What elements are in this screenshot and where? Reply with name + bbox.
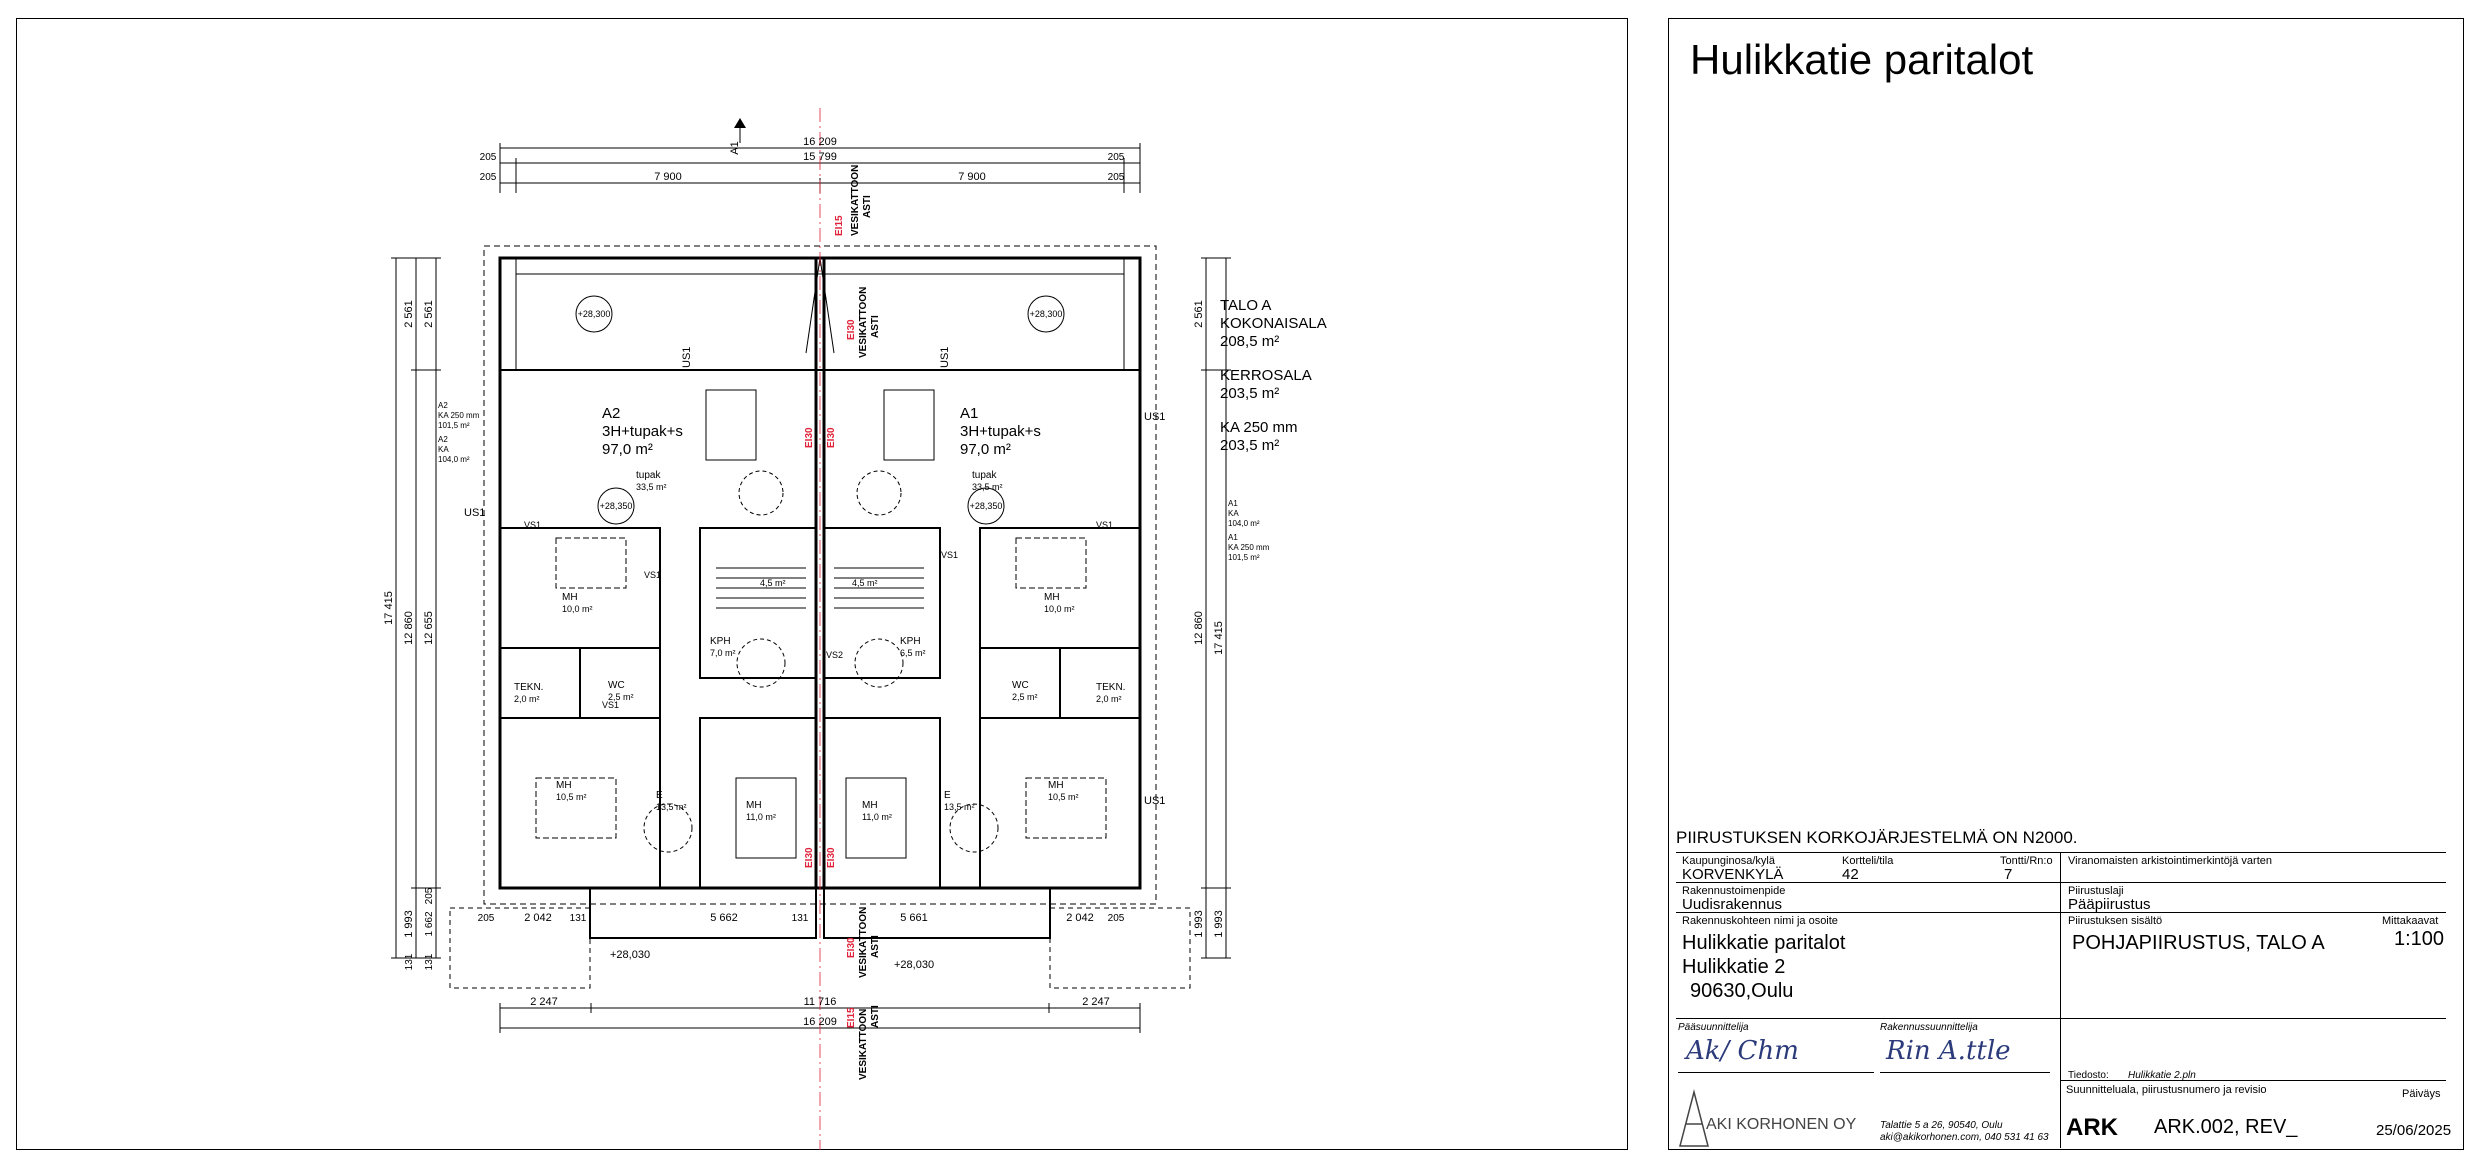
room-mh-r1-area: 10,0 m² (1044, 604, 1075, 614)
room-kph-r: KPH (900, 636, 921, 647)
level-top-right: +28,300 (1029, 309, 1063, 319)
note-a1-5: KA 250 mm (1228, 543, 1270, 552)
room-e-l: E (656, 790, 663, 801)
room-mh-c2: MH (862, 800, 878, 811)
tb-line (1676, 852, 2446, 853)
action-value: Uudisrakennus (1682, 896, 1783, 913)
level-mid-left: +28,350 (599, 501, 633, 511)
dim-porch-a-right: 2 042 (1066, 912, 1094, 924)
building-name: Hulikkatie paritalot (1682, 932, 1846, 954)
roof-bottom-2: ASTI (870, 935, 881, 958)
tb-line (2060, 1080, 2446, 1081)
dim-half-left: 7 900 (654, 171, 682, 183)
room-mh-c1-area: 11,0 m² (746, 812, 776, 822)
room-tekn-l: TEKN. (514, 682, 544, 693)
roof-top-3: VESIKATTOON (858, 286, 869, 358)
ei30-mid-right: EI30 (826, 427, 837, 448)
company-contact: aki@akikorhonen.com, 040 531 41 63 (1880, 1132, 2049, 1143)
apt-a1-type: 3H+tupak+s (960, 423, 1041, 440)
apt-a2-type: 3H+tupak+s (602, 423, 683, 440)
note-a2-5: KA (438, 445, 449, 454)
drawing-number: ARK.002, REV_ (2154, 1116, 2298, 1138)
scale-label: Mittakaavat (2382, 915, 2439, 927)
apt-a1-name: A1 (960, 405, 979, 422)
dim-overall-bottom: 16 209 (803, 1016, 837, 1028)
main-designer-signature: Ak/ Chm (1686, 1036, 1799, 1066)
dim-half-right: 7 900 (958, 171, 986, 183)
date-value: 25/06/2025 (2376, 1122, 2452, 1139)
vs2-c: VS2 (826, 650, 844, 660)
dim-depth-total-right: 17 415 (1213, 621, 1225, 655)
tb-line (2060, 882, 2446, 883)
section-marker: A1 (729, 141, 741, 155)
company-name: AKI KORHONEN OY (1706, 1116, 1857, 1133)
dim-bottom-mid: 11 716 (803, 996, 837, 1008)
room-tekn-r: TEKN. (1096, 682, 1126, 693)
municipality-value: KORVENKYLÄ (1682, 866, 1784, 883)
us1-right-2: US1 (1144, 795, 1166, 807)
room-mh-l1: MH (562, 592, 578, 603)
dim-depth-top-left-2: 2 561 (423, 300, 435, 328)
dim-edge-right: 205 (1107, 152, 1125, 163)
note-a1-6: 101,5 m² (1228, 553, 1260, 562)
roof-bottom-4: ASTI (870, 1005, 881, 1028)
room-mh-r2-area: 10,5 m² (1048, 792, 1079, 802)
drawing-type-value: Pääpiirustus (2068, 896, 2151, 913)
room-kph-l: KPH (710, 636, 731, 647)
date-label: Päiväys (2402, 1088, 2441, 1100)
room-wc-r-area: 2,5 m² (1012, 692, 1038, 702)
room-wc-l-area: 2,5 m² (608, 692, 634, 702)
room-tekn-r-area: 2,0 m² (1096, 694, 1122, 704)
block-value: 42 (1842, 866, 1859, 883)
dim-edge-porch-r: 205 (1107, 913, 1125, 924)
dim-inner-top: 15 799 (803, 151, 837, 163)
building-city: 90630,Oulu (1690, 980, 1794, 1002)
dim-depth-mid-right: 12 860 (1193, 611, 1205, 645)
drawing-type-label: Piirustuslaji (2068, 885, 2124, 897)
plot-value: 7 (2004, 866, 2013, 883)
room-kph-r-area: 6,5 m² (900, 648, 926, 658)
area-floor-label: KERROSALA (1220, 367, 1312, 384)
room-tupak-l-area: 33,5 m² (636, 482, 667, 492)
room-wc-r: WC (1012, 680, 1029, 691)
room-tupak-l: tupak (636, 470, 661, 481)
room-e-l-area: 13,5 m² (656, 802, 687, 812)
ei30-bottom: EI30 (846, 937, 857, 958)
ei30-mid-left-2: EI30 (804, 847, 815, 868)
roof-top-1: VESIKATTOON (850, 164, 861, 236)
signature-line (1678, 1072, 1874, 1073)
area-kokonaisala: KOKONAISALA (1220, 315, 1327, 332)
signature-line (1880, 1072, 2050, 1073)
room-tupak-r-area: 33,5 m² (972, 482, 1003, 492)
dim-porch-d-left-v2: 131 (404, 953, 415, 971)
file-value: Hulikkatie 2.pln (2128, 1070, 2196, 1081)
dim-depth-bottom-right-2: 1 993 (1213, 910, 1225, 938)
ei30-mid-left: EI30 (804, 427, 815, 448)
area-ka-label: KA 250 mm (1220, 419, 1298, 436)
dim-edge-left-v: 205 (424, 887, 435, 905)
note-a2-1: A2 (438, 401, 448, 410)
dim-porch-b: 5 662 (710, 912, 738, 924)
note-a1-2: KA (1228, 509, 1239, 518)
project-title: Hulikkatie paritalot (1690, 36, 2034, 83)
vs1-r2: VS1 (941, 550, 959, 560)
note-a2-2: KA 250 mm (438, 411, 480, 420)
tb-line (2060, 852, 2061, 1148)
note-a2-4: A2 (438, 435, 448, 444)
field-label: Suunnitteluala, piirustusnumero ja revisio (2066, 1084, 2267, 1096)
dim-porch-d-left-v: 131 (424, 953, 435, 971)
area-talo: TALO A (1220, 297, 1272, 314)
roof-top-2: ASTI (862, 195, 873, 218)
us1-right: US1 (1144, 411, 1166, 423)
plot-label: Tontti/Rn:o (2000, 855, 2053, 867)
floor-plan-drawing (16, 18, 1628, 1150)
note-a1-4: A1 (1228, 533, 1238, 542)
dim-edge-left-2: 205 (479, 172, 497, 183)
content-value: POHJAPIIRUSTUS, TALO A (2072, 932, 2325, 954)
room-mh-c2-area: 11,0 m² (862, 812, 892, 822)
dim-edge-right-2: 205 (1107, 172, 1125, 183)
ei15-top: EI15 (834, 215, 845, 236)
ei30-top: EI30 (846, 319, 857, 340)
room-e-r: E (944, 790, 951, 801)
dim-depth-bottom-left: 1 993 (403, 910, 415, 938)
dim-overall-top: 16 209 (803, 136, 837, 148)
level-bottom-right: +28,030 (894, 959, 935, 971)
structural-designer-signature: Rin A.ttle (1886, 1036, 2011, 1066)
content-label: Piirustuksen sisältö (2068, 915, 2163, 927)
ei30-mid-right-2: EI30 (826, 847, 837, 868)
room-mh-c1: MH (746, 800, 762, 811)
discipline: ARK (2066, 1114, 2118, 1141)
room-wc-l: WC (608, 680, 625, 691)
ei15-bottom: EI15 (846, 1007, 857, 1028)
note-a2-6: 104,0 m² (438, 455, 470, 464)
dim-depth-bottom-right: 1 993 (1193, 910, 1205, 938)
tb-line (1676, 1018, 2446, 1019)
apt-a2-area: 97,0 m² (602, 441, 653, 458)
dim-small-left: 1 662 (424, 911, 435, 937)
vs1-l2: VS1 (644, 570, 662, 580)
dim-bottom-right: 2 247 (1082, 996, 1110, 1008)
room-mh-r1: MH (1044, 592, 1060, 603)
room-mh-l2: MH (556, 780, 572, 791)
us1-left: US1 (464, 507, 486, 519)
roof-top-4: ASTI (870, 315, 881, 338)
dim-depth-top-right: 2 561 (1193, 300, 1205, 328)
dim-depth-inner-left: 12 655 (423, 611, 435, 645)
level-bottom-left: +28,030 (610, 949, 651, 961)
room-e-r-area: 13,5 m² (944, 802, 975, 812)
roof-bottom-1: VESIKATTOON (858, 906, 869, 978)
vs1-l3: VS1 (602, 700, 620, 710)
file-label: Tiedosto: (2068, 1070, 2109, 1081)
note-a1-3: 104,0 m² (1228, 519, 1260, 528)
height-system-note: PIIRUSTUKSEN KORKOJÄRJESTELMÄ ON N2000. (1676, 828, 2078, 847)
dim-edge-porch-l: 205 (477, 913, 495, 924)
level-mid-right: +28,350 (969, 501, 1003, 511)
note-a1-1: A1 (1228, 499, 1238, 508)
building-label: Rakennuskohteen nimi ja osoite (1682, 915, 1838, 927)
dim-porch-c: 5 661 (900, 912, 928, 924)
block-label: Kortteli/tila (1842, 855, 1894, 867)
room-mh-r2: MH (1048, 780, 1064, 791)
room-tekn-l-area: 2,0 m² (514, 694, 540, 704)
scale-value: 1:100 (2394, 928, 2445, 950)
level-top-left: +28,300 (577, 309, 611, 319)
dim-depth-mid-left: 12 860 (403, 611, 415, 645)
structural-designer-label: Rakennussuunnittelija (1880, 1022, 1978, 1033)
apt-a1-area: 97,0 m² (960, 441, 1011, 458)
note-a2-3: 101,5 m² (438, 421, 470, 430)
dim-porch-d-right: 131 (791, 913, 809, 924)
room-kph-l-area: 7,0 m² (710, 648, 736, 658)
municipality-label: Kaupunginosa/kylä (1682, 855, 1775, 867)
room-mh-l1-area: 10,0 m² (562, 604, 593, 614)
room-mh-l2-area: 10,5 m² (556, 792, 587, 802)
area-total: 208,5 m² (1220, 333, 1280, 350)
dim-bottom-left: 2 247 (530, 996, 558, 1008)
company-address: Talattie 5 a 26, 90540, Oulu (1880, 1120, 2003, 1131)
dim-depth-top-left: 2 561 (403, 300, 415, 328)
main-designer-label: Pääsuunnittelija (1678, 1022, 1749, 1033)
room-tupak-r: tupak (972, 470, 997, 481)
vs1-r: VS1 (1096, 520, 1114, 530)
area-ka: 203,5 m² (1220, 437, 1280, 454)
us1-top-left: US1 (681, 346, 693, 368)
us1-top-right: US1 (939, 346, 951, 368)
building-street: Hulikkatie 2 (1682, 956, 1786, 978)
room-s-l-area: 4,5 m² (760, 578, 786, 588)
dim-porch-d: 131 (569, 913, 587, 924)
room-s-r-area: 4,5 m² (852, 578, 878, 588)
dim-porch-a: 2 042 (524, 912, 552, 924)
area-floor: 203,5 m² (1220, 385, 1280, 402)
apt-a2-name: A2 (602, 405, 621, 422)
action-label: Rakennustoimenpide (1682, 885, 1786, 897)
vs1-l: VS1 (524, 520, 542, 530)
roof-bottom-3: VESIKATTOON (858, 1008, 869, 1080)
dim-edge-left: 205 (479, 152, 497, 163)
authority-label: Viranomaisten arkistointimerkintöjä varten (2068, 855, 2272, 867)
dim-depth-total-left: 17 415 (383, 591, 395, 625)
